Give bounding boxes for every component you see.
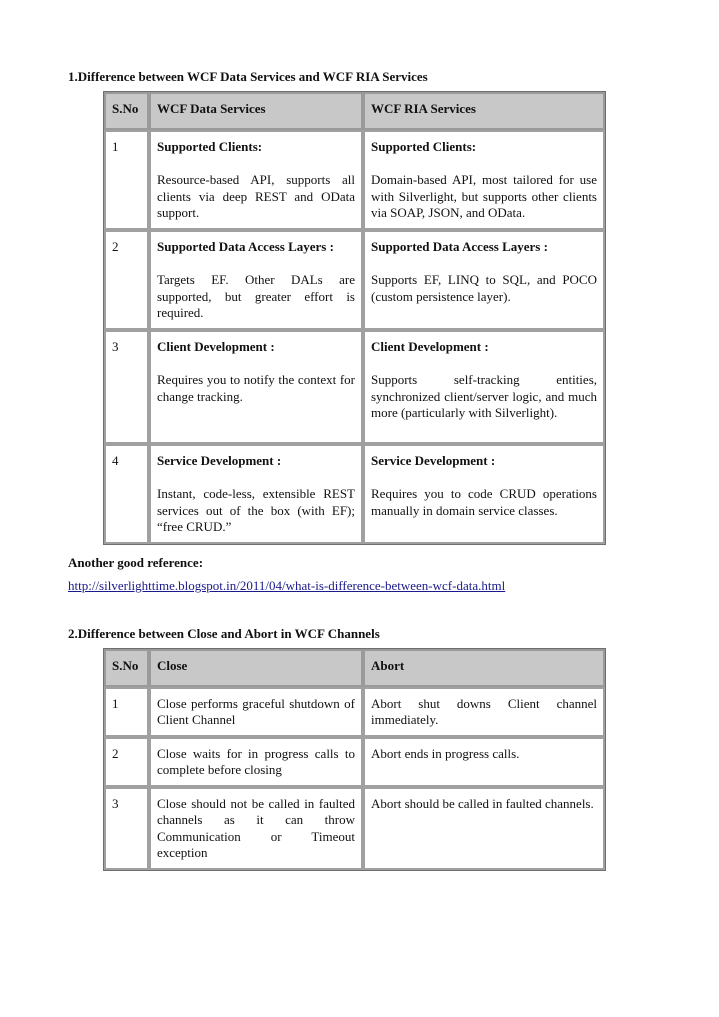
wcf-data-cell: [149, 444, 363, 544]
sno-cell: 3: [104, 787, 149, 870]
row-subtitle: Supported Clients:: [157, 138, 263, 154]
table-header-row: [104, 649, 605, 687]
abort-cell: Abort should be called in faulted channels.: [363, 787, 605, 870]
sno-cell: 1: [104, 687, 149, 737]
sno-cell: 1: [104, 130, 149, 230]
wcf-data-cell: [149, 330, 363, 444]
table-header-row: [104, 92, 605, 130]
row-subtitle: Service Development :: [157, 452, 282, 468]
row-description: Instant, code-less, extensible REST services out of the box (with EF); “free CRUD.”: [157, 486, 355, 534]
row-subtitle: Service Development :: [371, 452, 496, 468]
sno-cell: 4: [104, 444, 149, 544]
table-row: [104, 787, 605, 870]
wcf-data-cell: [149, 230, 363, 330]
reference-label: Another good reference:: [68, 555, 204, 570]
reference-link[interactable]: http://silverlighttime.blogspot.in/2011/04/what-is-difference-between-wcf-data.html: [68, 578, 506, 593]
row-subtitle: Supported Clients:: [371, 138, 477, 154]
row-description: Requires you to code CRUD operations manually in domain service classes.: [371, 486, 597, 518]
header-abort: Abort: [363, 649, 605, 687]
row-subtitle: Supported Data Access Layers :: [371, 238, 548, 254]
row-subtitle: Supported Data Access Layers :: [157, 238, 334, 254]
close-cell: Close should not be called in faulted channels as it can throw Communication or Timeout exception: [149, 787, 363, 870]
close-cell: Close performs graceful shutdown of Client Channel: [149, 687, 363, 737]
section-2-heading: 2.Difference between Close and Abort in WCF Channels: [68, 626, 380, 641]
header-close: Close: [149, 649, 363, 687]
abort-cell: Abort shut downs Client channel immediately.: [363, 687, 605, 737]
row-description: Supports self-tracking entities, synchronized client/server logic, and much more (particularly with Silverlight).: [371, 372, 597, 420]
abort-cell: Abort ends in progress calls.: [363, 737, 605, 787]
close-cell: Close waits for in progress calls to complete before closing: [149, 737, 363, 787]
wcf-ria-cell: [363, 330, 605, 444]
close-vs-abort-table: [103, 648, 606, 871]
header-wcf-data-services: WCF Data Services: [149, 92, 363, 130]
header-sno: S.No: [104, 92, 149, 130]
row-description: Supports EF, LINQ to SQL, and POCO (custom persistence layer).: [371, 272, 597, 304]
sno-cell: 3: [104, 330, 149, 444]
table-row: [104, 444, 605, 544]
wcf-ria-cell: [363, 230, 605, 330]
table-row: [104, 737, 605, 787]
table-row: [104, 330, 605, 444]
row-subtitle: Client Development :: [157, 338, 275, 354]
wcf-ria-cell: [363, 444, 605, 544]
row-description: Requires you to notify the context for change tracking.: [157, 372, 355, 404]
table-row: [104, 130, 605, 230]
sno-cell: 2: [104, 230, 149, 330]
row-subtitle: Client Development :: [371, 338, 489, 354]
row-description: Domain-based API, most tailored for use with Silverlight, but supports other clients via SOAP, JSON, and OData.: [371, 172, 597, 220]
wcf-data-cell: [149, 130, 363, 230]
sno-cell: 2: [104, 737, 149, 787]
wcf-ria-cell: [363, 130, 605, 230]
wcf-data-vs-ria-table: [103, 91, 606, 545]
section-1-heading: 1.Difference between WCF Data Services and WCF RIA Services: [68, 69, 428, 84]
table-row: [104, 230, 605, 330]
row-description: Targets EF. Other DALs are supported, but greater effort is required.: [157, 272, 355, 320]
table-row: [104, 687, 605, 737]
header-wcf-ria-services: WCF RIA Services: [363, 92, 605, 130]
row-description: Resource-based API, supports all clients via deep REST and OData support.: [157, 172, 355, 220]
header-sno: S.No: [104, 649, 149, 687]
